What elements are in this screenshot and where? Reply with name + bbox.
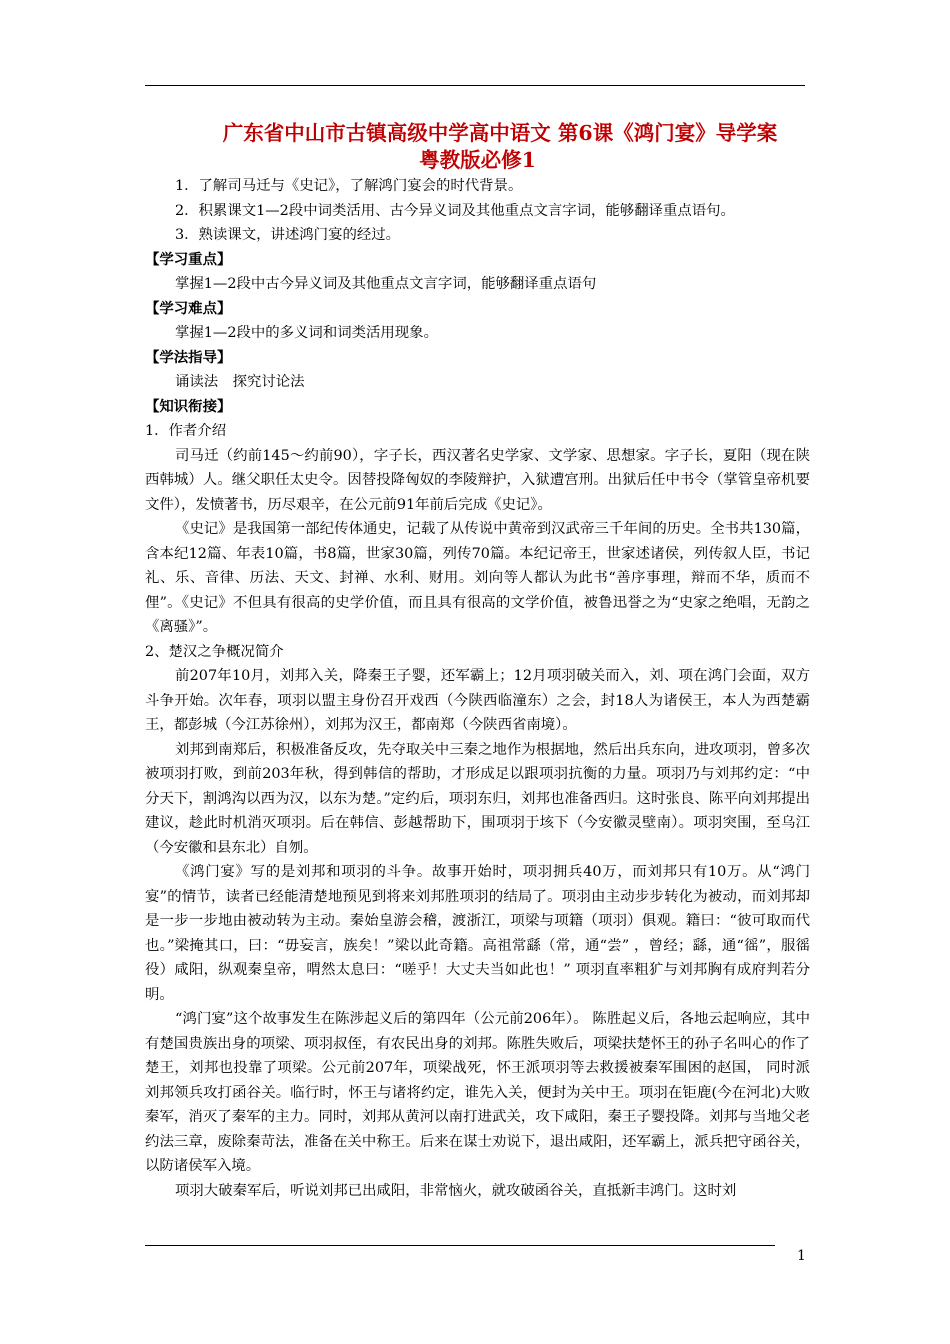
objective-item: 1．了解司马迁与《史记》，了解鸿门宴会的时代背景。	[175, 178, 523, 194]
page-number: 1	[797, 1248, 806, 1264]
paragraph: 刘邦到南郑后，积极准备反攻，先夺取关中三秦之地作为根据地，然后出兵东向，进攻项羽，曾多次被项羽打败，到前203年秋，得到韩信的帮助，才形成足以跟项羽抗衡的力量。项羽乃与刘邦约定：“中分天下，割鸿沟以西为汉，以东为楚。”定约后，项羽东归，刘邦也准备西归。这时张良、陈平向刘邦提出建议，趁此时机消灭项羽。后在韩信、彭越帮助下，围项羽于垓下（今安徽灵壁南）。项羽突围，至乌江（今安徽和县东北）自刎。	[145, 741, 810, 856]
paragraph: 前207年10月，刘邦入关，降秦王子婴，还军霸上；12月项羽破关而入，刘、项在鸿门会面，双方斗争开始。次年春，项羽以盟主身份召开戏西（今陕西临潼东）之会，封18人为诸侯王，本人为西楚霸王，都彭城（今江苏徐州），刘邦为汉王，都南郑（今陕西省南境）。	[145, 668, 810, 733]
paragraph: 项羽大破秦军后，听说刘邦已出咸阳，非常恼火，就攻破函谷关，直抵新丰鸿门。这时刘	[175, 1182, 737, 1199]
document-subtitle: 粤教版必修1	[419, 148, 536, 172]
section-title-author: 1．作者介绍	[145, 423, 227, 439]
difficulty-heading: 【学习难点】	[145, 299, 232, 317]
difficulty-text: 掌握1—2段中的多义词和词类活用现象。	[175, 325, 438, 341]
header-rule	[145, 85, 805, 86]
section-title-history: 2、楚汉之争概况简介	[145, 643, 284, 660]
paragraph: 《鸿门宴》写的是刘邦和项羽的斗争。故事开始时，项羽拥兵40万，而刘邦只有10万。从“鸿门宴”的情节，读者已经能清楚地预见到将来刘邦胜项羽的结局了。项羽由主动步步转化为被动，而刘邦却是一步一步地由被动转为主动。秦始皇游会稽，渡浙江，项梁与项籍（项羽）俱观。籍曰：“彼可取而代也。”梁掩其口，曰：“毋妄言，族矣！”梁以此奇籍。高祖常繇（常，通“尝” ，曾经；繇，通“徭”，服徭役）咸阳，纵观秦皇帝，喟然太息曰：“嗟乎！大丈夫当如此也！” 项羽直率粗犷与刘邦胸有成府判若分明。	[145, 864, 810, 1003]
paragraph: 《史记》是我国第一部纪传体通史，记载了从传说中黄帝到汉武帝三千年间的历史。全书共130篇，含本纪12篇、年表10篇，书8篇，世家30篇，列传70篇。本纪记帝王，世家述诸侯，列传叙人臣，书记礼、乐、音律、历法、天文、封禅、水利、财用。刘向等人都认为此书“善序事理，辩而不华，质而不俚”。《史记》不但具有很高的史学价值，而且具有很高的文学价值，被鲁迅誉之为“史家之绝唱，无韵之《离骚》”。	[145, 521, 810, 635]
paragraph: 司马迁（约前145～约前90），字子长，西汉著名史学家、文学家、思想家。字子长，夏阳（现在陕西韩城）人。继父职任太史令。因替投降匈奴的李陵辩护，入狱遭宫刑。出狱后任中书令（掌管皇帝机要文件），发愤著书，历尽艰辛，在公元前91年前后完成《史记》。	[145, 447, 810, 513]
document-body	[145, 120, 810, 1203]
focus-text: 掌握1—2段中古今异义词及其他重点文言字词，能够翻译重点语句	[175, 276, 597, 292]
objective-item: 2．积累课文1—2段中词类活用、古今异义词及其他重点文言字词，能够翻译重点语句。	[175, 202, 735, 219]
footer-rule	[145, 1245, 775, 1246]
method-text: 诵读法 探究讨论法	[175, 374, 305, 390]
paragraph: “鸿门宴”这个故事发生在陈涉起义后的第四年（公元前206年）。 陈胜起义后，各地云起响应，其中有楚国贵族出身的项梁、项羽叔侄，有农民出身的刘邦。陈胜失败后，项梁扶楚怀王的孙子名叫心的作了楚王，刘邦也投靠了项梁。公元前207年，项梁战死，怀王派项羽等去救援被秦军围困的赵国， 同时派刘邦领兵攻打函谷关。临行时，怀王与诸将约定，谁先入关，便封为关中王。项羽在钜鹿(今在河北)大败秦军，消灭了秦军的主力。同时，刘邦从黄河以南打进武关，攻下咸阳，秦王子婴投降。刘邦与当地父老约法三章，废除秦苛法，准备在关中称王。后来在谋士劝说下，退出咸阳，还军霸上，派兵把守函谷关，以防诸侯军入境。	[145, 1011, 810, 1174]
objective-item: 3．熟读课文，讲述鸿门宴的经过。	[175, 227, 401, 243]
method-heading: 【学法指导】	[145, 348, 232, 366]
document-title: 广东省中山市古镇高级中学高中语文 第6课《鸿门宴》导学案	[222, 121, 778, 145]
focus-heading: 【学习重点】	[145, 250, 232, 268]
knowledge-heading: 【知识衔接】	[145, 397, 232, 415]
